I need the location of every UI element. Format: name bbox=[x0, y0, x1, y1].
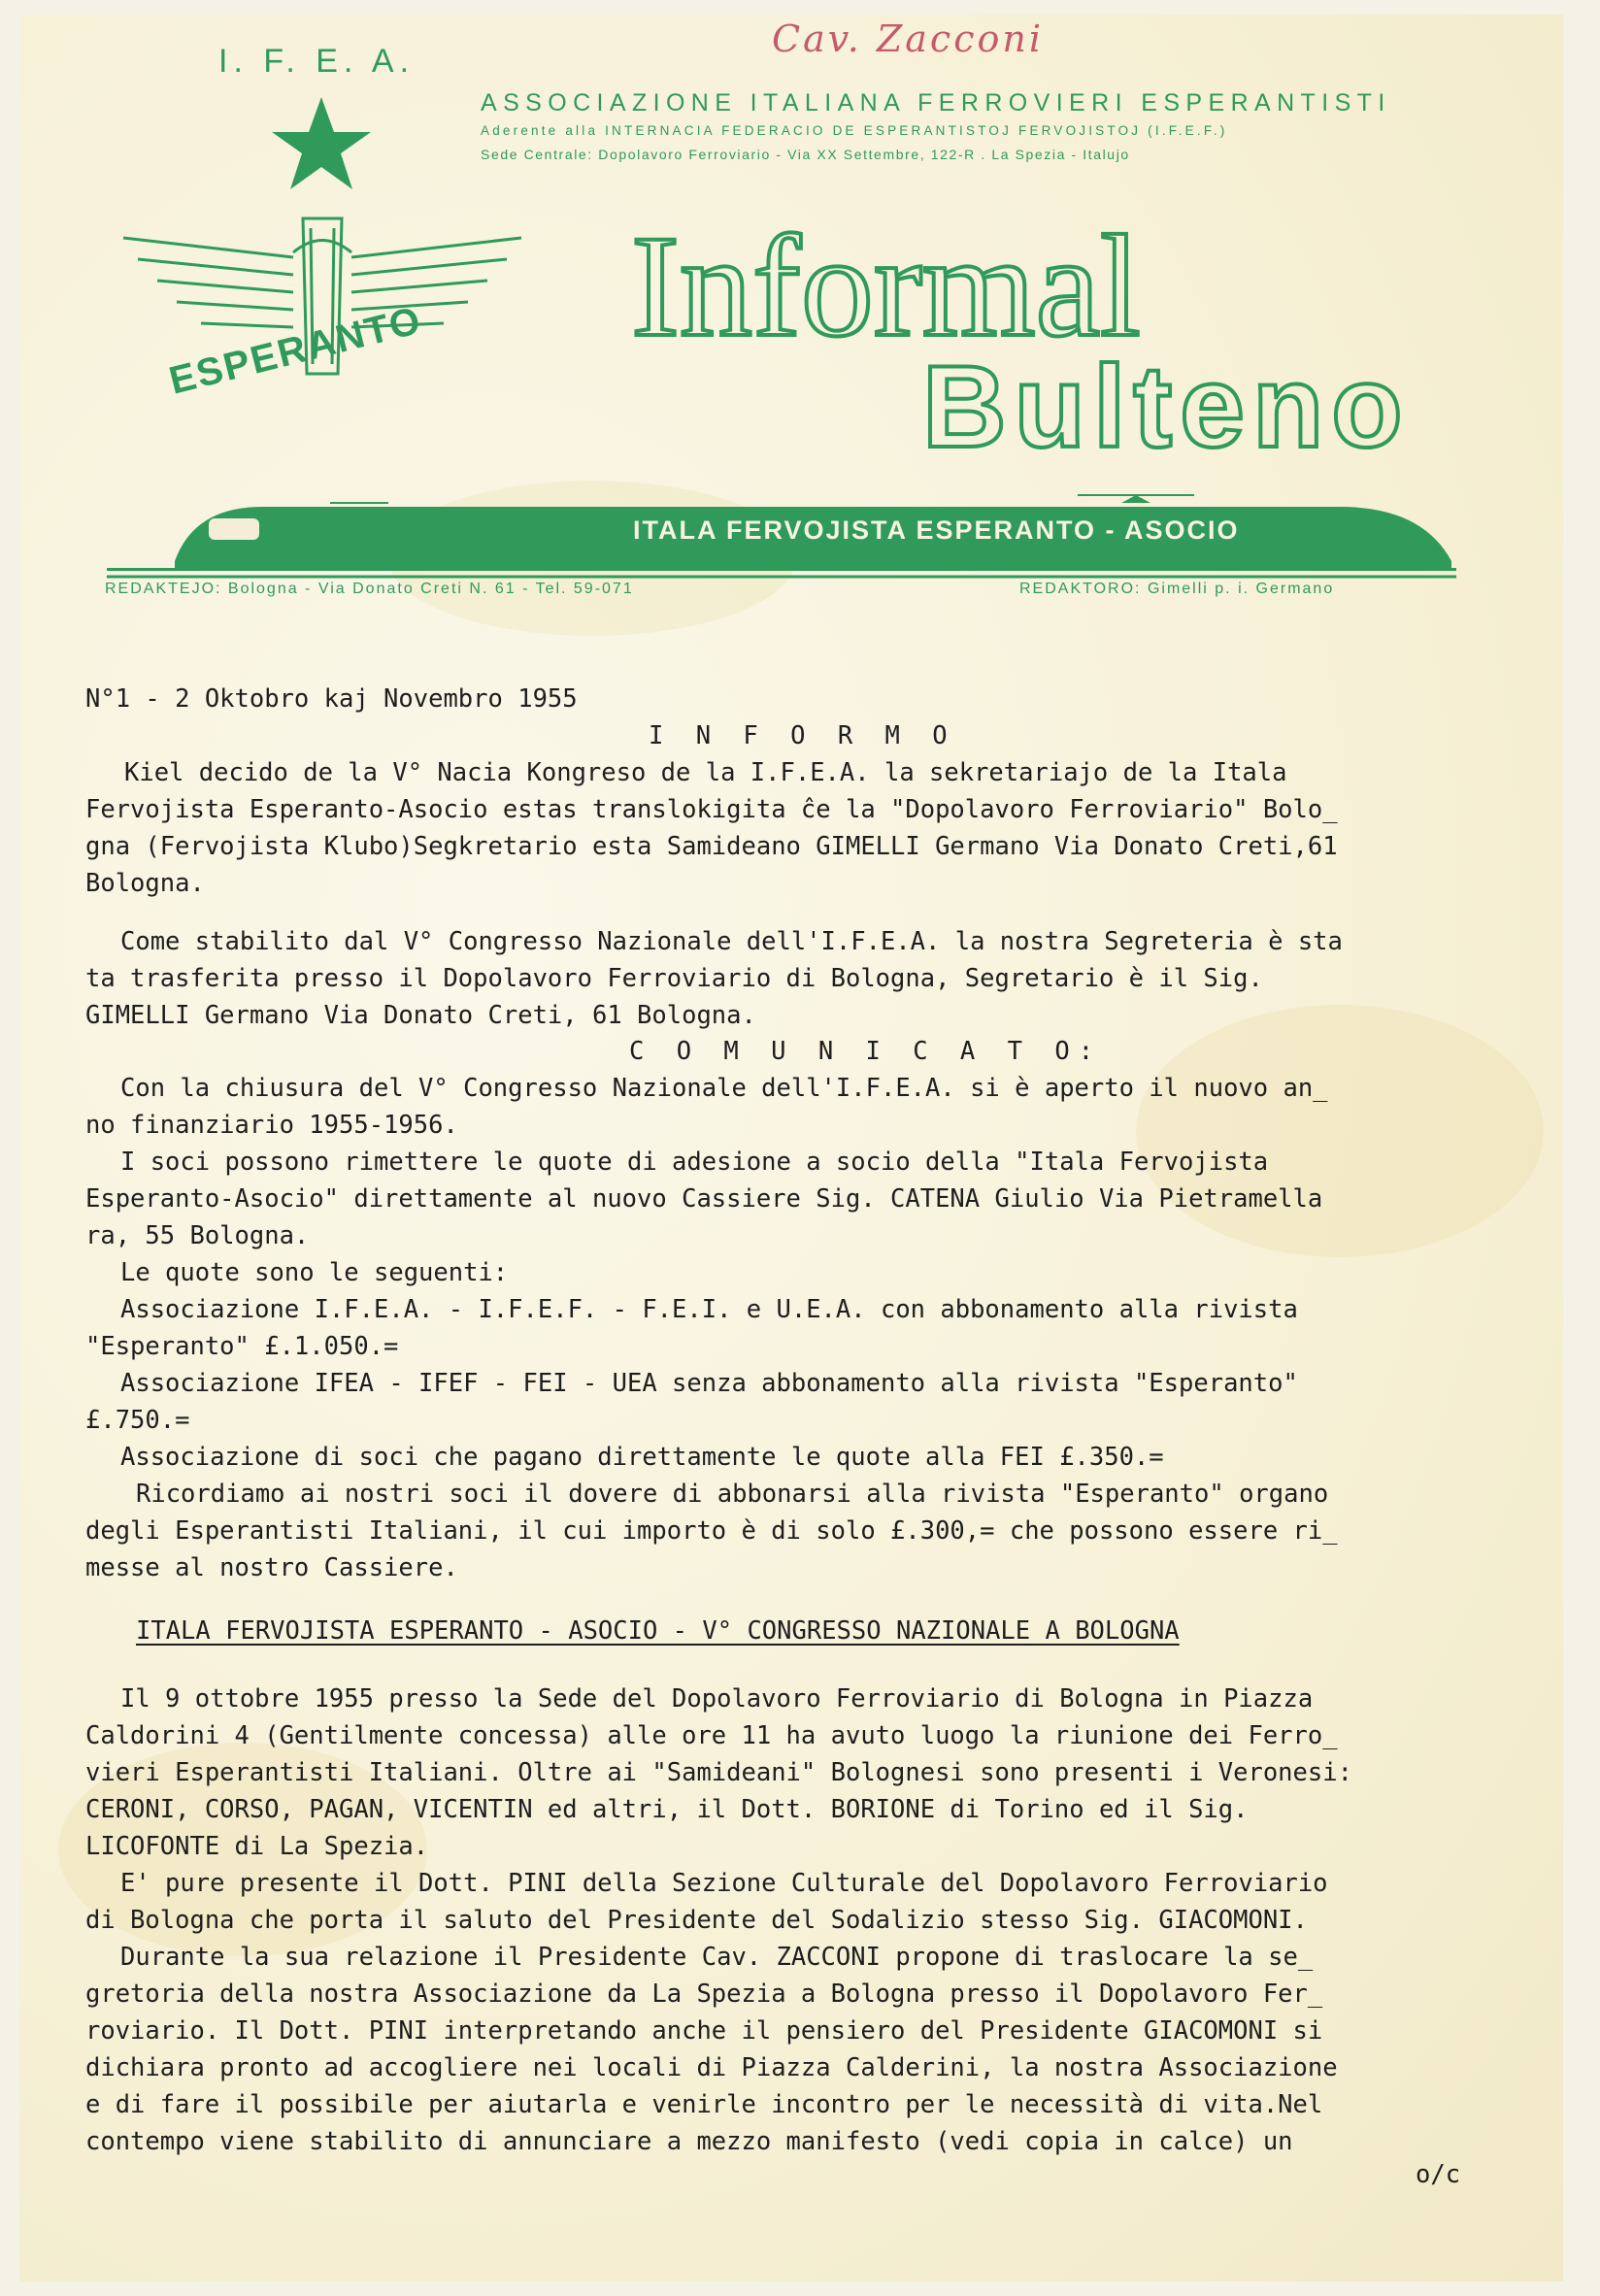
page-continue-mark: o/c bbox=[1416, 2160, 1461, 2189]
italian-line: ta trasferita presso il Dopolavoro Ferroviario di Bologna, Segretario è il Sig. bbox=[85, 964, 1263, 993]
informo-line: Fervojista Esperanto-Asocio estas translokigita ĉe la "Dopolavoro Ferroviario" Bolo_ bbox=[85, 795, 1338, 824]
section-title-informo: I N F O R M O bbox=[649, 721, 956, 750]
comunicato-line: no finanziario 1955-1956. bbox=[85, 1111, 458, 1140]
congress-line: contempo viene stabilito di annunciare a mezzo manifesto (vedi copia in calce) un bbox=[85, 2127, 1293, 2156]
comunicato-line: Ricordiamo ai nostri soci il dovere di abbonarsi alla rivista "Esperanto" organo bbox=[136, 1480, 1329, 1509]
congress-line: Caldorini 4 (Gentilmente concessa) alle ore 11 ha avuto luogo la riunione dei Ferro_ bbox=[85, 1721, 1338, 1750]
congress-line: LICOFONTE di La Spezia. bbox=[85, 1832, 429, 1861]
italian-line: GIMELLI Germano Via Donato Creti, 61 Bologna. bbox=[85, 1001, 756, 1030]
italian-line: Come stabilito dal V° Congresso Nazionale dell'I.F.E.A. la nostra Segreteria è sta bbox=[120, 927, 1343, 956]
header-divider bbox=[107, 568, 1456, 571]
congress-line: e di fare il possibile per aiutarla e venirle incontro per le necessità di vita.Nel bbox=[85, 2090, 1323, 2119]
comunicato-line: Associazione IFEA - IFEF - FEI - UEA senza abbonamento alla rivista "Esperanto" bbox=[120, 1369, 1298, 1398]
masthead-title bbox=[602, 209, 1456, 451]
comunicato-line: I soci possono rimettere le quote di adesione a socio della "Itala Fervojista bbox=[120, 1148, 1269, 1177]
congress-line: E' pure presente il Dott. PINI della Sezione Culturale del Dopolavoro Ferroviario bbox=[120, 1869, 1328, 1898]
congress-line: vieri Esperantisti Italiani. Oltre ai "Samideani" Bolognesi sono presenti i Veronesi: bbox=[85, 1758, 1352, 1787]
comunicato-line: "Esperanto" £.1.050.= bbox=[85, 1332, 399, 1361]
comunicato-line: Con la chiusura del V° Congresso Nazionale dell'I.F.E.A. si è aperto il nuovo an_ bbox=[120, 1074, 1328, 1103]
association-address: Sede Centrale: Dopolavoro Ferroviario - Via XX Settembre, 122-R . La Spezia - Italujo bbox=[481, 147, 1130, 162]
issue-line: N°1 - 2 Oktobro kaj Novembro 1955 bbox=[85, 684, 578, 714]
congress-line: Durante la sua relazione il Presidente Cav. ZACCONI propone di traslocare la se_ bbox=[120, 1943, 1314, 1972]
paper-stain bbox=[1136, 1005, 1544, 1257]
congress-line: di Bologna che porta il saluto del Presidente del Sodalizio stesso Sig. GIACOMONI. bbox=[85, 1906, 1308, 1935]
handwritten-note: Cav. Zacconi bbox=[772, 17, 1044, 60]
comunicato-line: Associazione I.F.E.A. - I.F.E.F. - F.E.I. e U.E.A. con abbonamento alla rivista bbox=[120, 1295, 1298, 1324]
redaktoro-line: REDAKTORO: Gimelli p. i. Germano bbox=[1019, 581, 1335, 597]
masthead-line-2: Bulteno bbox=[922, 342, 1411, 451]
informo-line: gna (Fervojista Klubo)Segkretario esta Samideano GIMELLI Germano Via Donato Creti,61 bbox=[85, 832, 1338, 861]
association-title: ASSOCIAZIONE ITALIANA FERROVIERI ESPERANTISTI bbox=[481, 89, 1391, 116]
comunicato-line: ra, 55 Bologna. bbox=[85, 1221, 310, 1250]
comunicato-line: Associazione di soci che pagano direttamente le quote alla FEI £.350.= bbox=[120, 1443, 1164, 1472]
redaktejo-line: REDAKTEJO: Bologna - Via Donato Creti N. 61 - Tel. 59-071 bbox=[105, 581, 634, 597]
congress-line: CERONI, CORSO, PAGAN, VICENTIN ed altri, il Dott. BORIONE di Torino ed il Sig. bbox=[85, 1795, 1249, 1824]
masthead-line-1: Informal bbox=[631, 209, 1141, 367]
informo-line: Bologna. bbox=[85, 869, 205, 898]
congress-line: roviario. Il Dott. PINI interpretando anche il pensiero del Presidente GIACOMONI si bbox=[85, 2016, 1323, 2046]
banner-text: ITALA FERVOJISTA ESPERANTO - ASOCIO bbox=[633, 516, 1240, 545]
informo-line: Kiel decido de la V° Nacia Kongreso de la I.F.E.A. la sekretariajo de la Itala bbox=[124, 758, 1287, 787]
congress-line: Il 9 ottobre 1955 presso la Sede del Dopolavoro Ferroviario di Bologna in Piazza bbox=[120, 1684, 1314, 1714]
section-title-comunicato: C O M U N I C A T O: bbox=[629, 1037, 1103, 1066]
esperanto-logo-text: ESPERANTO bbox=[165, 298, 426, 403]
congress-line: gretoria della nostra Associazione da La Spezia a Bologna presso il Dopolavoro Fer_ bbox=[85, 1980, 1323, 2009]
org-abbrev: I. F. E. A. bbox=[218, 43, 416, 80]
comunicato-line: messe al nostro Cassiere. bbox=[85, 1553, 458, 1582]
comunicato-line: Le quote sono le seguenti: bbox=[120, 1258, 509, 1287]
section-title-congress: ITALA FERVOJISTA ESPERANTO - ASOCIO - V° CONGRESSO NAZIONALE A BOLOGNA bbox=[136, 1616, 1180, 1646]
comunicato-line: £.750.= bbox=[85, 1406, 190, 1435]
comunicato-line: degli Esperantisti Italiani, il cui importo è di solo £.300,= che possono essere ri_ bbox=[85, 1516, 1338, 1546]
congress-line: dichiara pronto ad accogliere nei locali di Piazza Calderini, la nostra Associazione bbox=[85, 2053, 1338, 2082]
green-star-icon bbox=[268, 95, 375, 192]
comunicato-line: Esperanto-Asocio" direttamente al nuovo Cassiere Sig. CATENA Giulio Via Pietramella bbox=[85, 1184, 1323, 1214]
association-membership: Aderente alla INTERNACIA FEDERACIO DE ESPERANTISTOJ FERVOJISTOJ (I.F.E.F.) bbox=[481, 123, 1228, 138]
